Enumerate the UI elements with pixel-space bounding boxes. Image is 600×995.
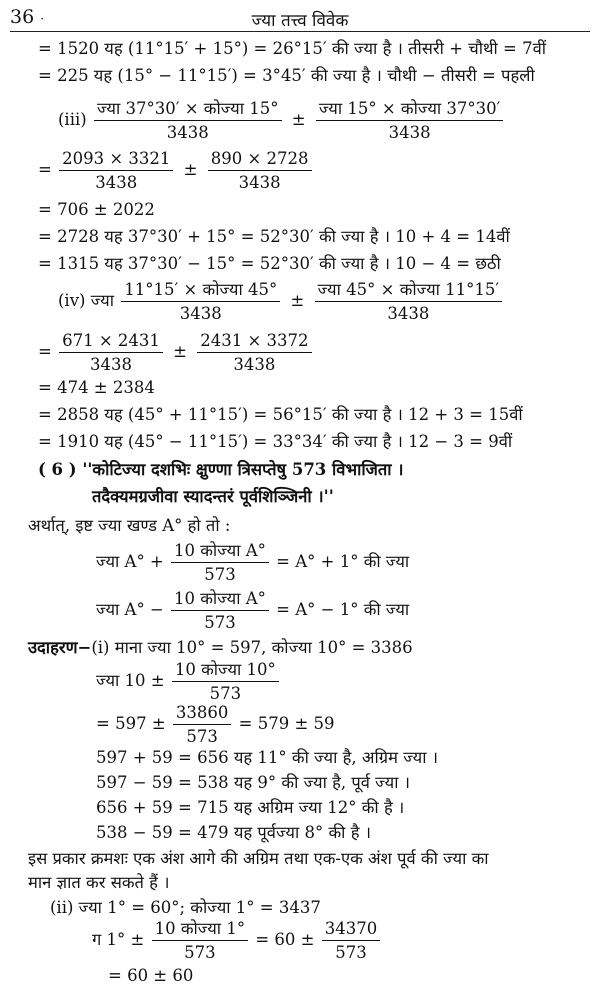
text-line: 597 − 59 = 538 यह 9° की ज्या है, पूर्व ज्या । <box>96 773 410 792</box>
fraction: $\frac{671 \times 2431}{3438}$ <box>59 330 163 375</box>
fraction: $\frac{\text{10 कोज्या 10°}}{573}$ <box>172 659 279 704</box>
fraction: $\frac{2093 \times 3321}{3438}$ <box>59 148 173 193</box>
formula-line: ज्या A° + $\frac{\text{10 कोज्या A°}}{573}$ = A° + 1° की ज्या <box>96 541 410 584</box>
formula-line: ज्या A° − $\frac{\text{10 कोज्या A°}}{573}$ = A° − 1° की ज्या <box>96 589 410 632</box>
text-line: = 474 ± 2384 <box>38 378 155 397</box>
equation-line: = $\frac{2093 \times 3321}{3438}$ ± $\frac{890 \times 2728}{3438}$ <box>38 148 314 193</box>
fraction: $\frac{\text{11°15′ × कोज्या 45°}}{3438}$ <box>121 279 280 324</box>
text-line: = 60 ± 60 <box>108 966 194 985</box>
text-line: 656 + 59 = 715 यह अग्रिम ज्या 12° की है । <box>96 798 405 817</box>
text-line: मान ज्ञात कर सकते हैं । <box>28 873 170 892</box>
item-label: (iv) ज्या <box>58 291 114 310</box>
sanskrit-verse-line: तदैक्यमग्रजीवा स्यादन्तरं पूर्वशिञ्जिनी ।'' <box>92 487 334 506</box>
text-line: 597 + 59 = 656 यह 11° की ज्या है, अग्रिम ज्या । <box>96 748 438 767</box>
text-line: = 2728 यह 37°30′ + 15° = 52°30′ की ज्या है । 10 + 4 = 14वीं <box>38 227 510 246</box>
text-line: = 706 ± 2022 <box>38 200 155 219</box>
text-line: = 2858 यह (45° + 11°15′) = 56°15′ की ज्या है । 12 + 3 = 15वीं <box>38 405 523 424</box>
fraction: $\frac{\text{10 कोज्या A°}}{573}$ <box>171 540 269 585</box>
fraction: $\frac{33860}{573}$ <box>173 702 232 747</box>
text-line: (ii) ज्या 1° = 60°; कोज्या 1° = 3437 <box>50 898 321 917</box>
example-heading: उदाहरण−(i) माना ज्या 10° = 597, कोज्या 10° = 3386 <box>28 638 413 657</box>
text-line: = 225 यह (15° − 11°15′) = 3°45′ की ज्या है । चौथी − तीसरी = पहली <box>38 66 535 85</box>
formula-line: ग 1° ± $\frac{\text{10 कोज्या 1°}}{573}$ = 60 ± $\frac{34370}{573}$ <box>92 918 382 963</box>
text-line: = 1910 यह (45° − 11°15′) = 33°34′ की ज्या है । 12 − 3 = 9वीं <box>38 432 513 451</box>
fraction: $\frac{\text{10 कोज्या 1°}}{573}$ <box>152 918 248 963</box>
text-line: इस प्रकार क्रमशः एक अंश आगे की अग्रिम तथा एक-एक अंश पूर्व की ज्या का <box>28 849 489 868</box>
equation-line: = $\frac{671 \times 2431}{3438}$ ± $\frac{2431 \times 3372}{3438}$ <box>38 330 314 375</box>
formula-line: ज्या 10 ± $\frac{\text{10 कोज्या 10°}}{573}$ <box>96 659 281 704</box>
equation-line: (iii) $\frac{\text{ज्या 37°30′ × कोज्या 15°}}{3438}$ ± $\frac{\text{ज्या 15° × कोज्या 37°30′}}{3438}$ <box>58 98 505 143</box>
fraction: $\frac{\text{ज्या 37°30′ × कोज्या 15°}}{3438}$ <box>94 98 282 143</box>
text-line: 538 − 59 = 479 यह पूर्वज्या 8° की है । <box>96 823 371 842</box>
text-line: = 1520 यह (11°15′ + 15°) = 26°15′ की ज्या है । तीसरी + चौथी = 7वीं <box>38 39 547 58</box>
fraction: $\frac{890 \times 2728}{3438}$ <box>208 148 312 193</box>
fraction: $\frac{\text{ज्या 15° × कोज्या 37°30′}}{3438}$ <box>316 98 504 143</box>
text-line: अर्थात्, इष्ट ज्या खण्ड A° हो तो : <box>28 516 231 535</box>
fraction: $\frac{34370}{573}$ <box>322 918 381 963</box>
header-rule <box>10 31 590 32</box>
fraction: $\frac{\text{10 कोज्या A°}}{573}$ <box>171 588 269 633</box>
page-number: 36 · <box>10 6 45 28</box>
item-label: (iii) <box>58 110 87 129</box>
equation-line: (iv) ज्या $\frac{\text{11°15′ × कोज्या 45°}}{3438}$ ± $\frac{\text{ज्या 45° × कोज्या 11°15′}}{3438}$ <box>58 279 504 324</box>
text-line: = 1315 यह 37°30′ − 15° = 52°30′ की ज्या है । 10 − 4 = छठी <box>38 254 501 273</box>
running-title: ज्या तत्त्व विवेक <box>251 11 349 31</box>
formula-line: = 597 ± $\frac{33860}{573}$ = 579 ± 59 <box>96 703 335 746</box>
sanskrit-verse-line: ( 6 ) ''कोटिज्या दशभिः क्षुण्णा त्रिसप्तेषु 573 विभाजिता । <box>38 460 404 479</box>
page-header <box>10 6 590 30</box>
fraction: $\frac{\text{ज्या 45° × कोज्या 11°15′}}{3438}$ <box>315 279 503 324</box>
fraction: $\frac{2431 \times 3372}{3438}$ <box>197 330 311 375</box>
